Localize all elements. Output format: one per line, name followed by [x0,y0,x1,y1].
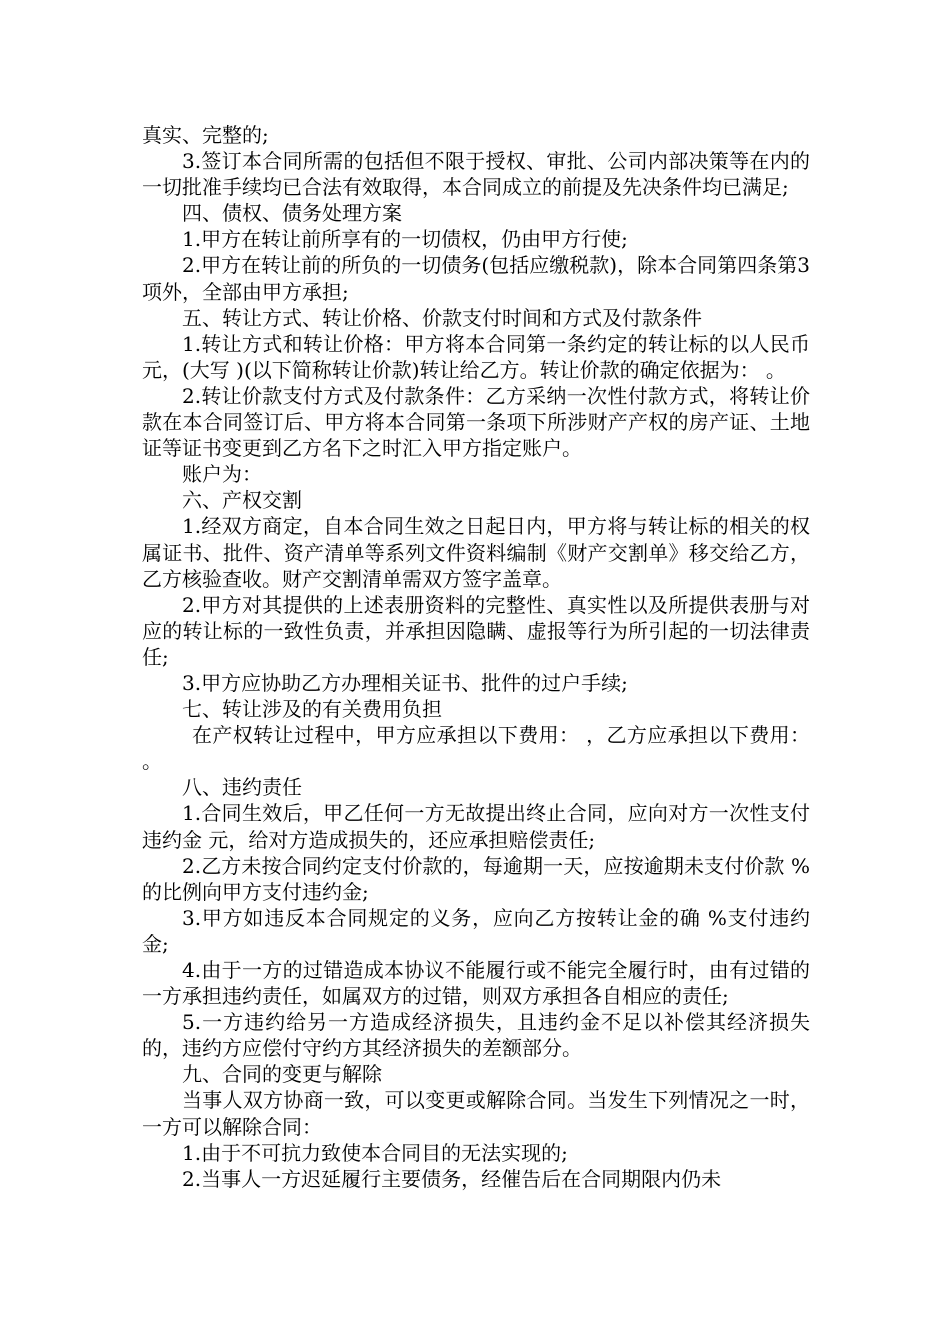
clause-5-1: 1.转让方式和转让价格：甲方将本合同第一条约定的转让标的以人民币 元，(大写 )(以下简称转让价款)转让给乙方。转让价款的确定依据为： 。 [142,331,810,382]
clause-8-3: 3.甲方如违反本合同规定的义务，应向乙方按转让金的确 %支付违约金; [142,905,810,956]
clause-9-2: 2.当事人一方迟延履行主要债务，经催告后在合同期限内仍未 [182,1166,722,1191]
clause-9-intro: 当事人双方协商一致，可以变更或解除合同。当发生下列情况之一时，一方可以解除合同： [142,1088,810,1139]
paragraph-continuation: 真实、完整的; [142,123,269,147]
section-heading-4: 四、债权、债务处理方案 [182,201,402,226]
section-heading-9: 九、合同的变更与解除 [182,1062,382,1087]
clause-6-1: 1.经双方商定，自本合同生效之日起日内，甲方将与转让标的相关的权属证书、批件、资产清单等系列文件资料编制《财产交割单》移交给乙方，乙方核验查收。财产交割清单需双方签字盖章。 [142,514,810,591]
clause-4-2: 2.甲方在转让前的所负的一切债务(包括应缴税款)，除本合同第四条第3项外，全部由甲方承担; [142,253,810,304]
clause-8-1: 1.合同生效后，甲乙任何一方无故提出终止合同，应向对方一次性支付违约金 元，给对方造成损失的，还应承担赔偿责任; [142,801,810,852]
section-heading-8: 八、违约责任 [182,775,302,800]
section-heading-7: 七、转让涉及的有关费用负担 [182,697,442,722]
clause-5-2: 2.转让价款支付方式及付款条件：乙方采纳一次性付款方式，将转让价款在本合同签订后、甲方将本合同第一条项下所涉财产产权的房产证、土地证等证书变更到乙方名下之时汇入甲方指定账户。 [142,383,810,461]
clause-3-3-approvals: 3.签订本合同所需的包括但不限于授权、审批、公司内部决策等在内的一切批准手续均已合法有效取得，本合同成立的前提及先决条件均已满足; [142,149,810,200]
clause-9-1: 1.由于不可抗力致使本合同目的无法实现的; [182,1140,568,1165]
clause-7-fees: 在产权转让过程中，甲方应承担以下费用： ，乙方应承担以下费用： 。 [142,723,810,774]
section-heading-6: 六、产权交割 [182,488,302,513]
clause-4-1: 1.甲方在转让前所享有的一切债权，仍由甲方行使; [182,227,628,252]
contract-body [142,122,810,1192]
clause-8-4: 4.由于一方的过错造成本协议不能履行或不能完全履行时，由有过错的一方承担违约责任，如属双方的过错，则双方承担各自相应的责任; [142,958,810,1009]
clause-8-5: 5.一方违约给另一方造成经济损失，且违约金不足以补偿其经济损失的，违约方应偿付守约方其经济损失的差额部分。 [142,1010,810,1061]
clause-8-2: 2.乙方未按合同约定支付价款的，每逾期一天，应按逾期未支付价款 %的比例向甲方支付违约金; [142,853,810,904]
section-heading-5: 五、转让方式、转让价格、价款支付时间和方式及付款条件 [182,305,702,330]
clause-6-3: 3.甲方应协助乙方办理相关证书、批件的过户手续; [182,670,628,695]
account-line: 账户为： [182,462,262,487]
clause-6-2: 2.甲方对其提供的上述表册资料的完整性、真实性以及所提供表册与对应的转让标的一致性负责，并承担因隐瞒、虚报等行为所引起的一切法律责任; [142,592,810,669]
